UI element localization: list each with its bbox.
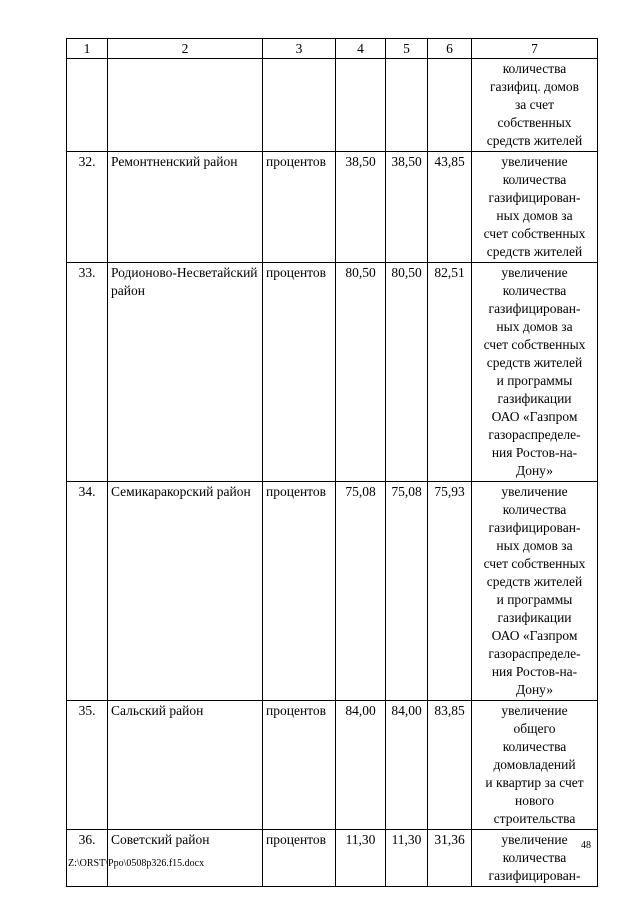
- unit-cell: процентов: [263, 152, 336, 263]
- note-line: общего: [513, 721, 556, 736]
- note-line: газификации: [497, 610, 572, 625]
- note-line: газифицирован-: [488, 520, 581, 535]
- header-cell: 7: [472, 39, 598, 59]
- note-line: ОАО «Газпром: [491, 409, 578, 424]
- note-line: за счет: [514, 97, 555, 112]
- num-cell: 34.: [67, 482, 108, 701]
- name-cell: Родионово-Несветайский район: [108, 263, 263, 482]
- header-cell: 2: [108, 39, 263, 59]
- note-line: увеличение: [501, 832, 568, 847]
- unit-cell: процентов: [263, 701, 336, 830]
- table-row-continued: [67, 59, 598, 152]
- note-line: газифицирован-: [488, 190, 581, 205]
- note-line: счет собственных: [483, 226, 586, 241]
- note-line: количества: [502, 283, 567, 298]
- note-line: домовладений: [493, 757, 576, 772]
- table-header-row: [67, 39, 598, 59]
- unit-cell: процентов: [263, 263, 336, 482]
- note-line: и программы: [496, 373, 573, 388]
- value-cell: 75,08: [386, 482, 428, 701]
- table-row: [67, 701, 598, 830]
- value-cell: 84,00: [336, 701, 386, 830]
- note-line: нового: [515, 793, 554, 808]
- value-cell: 31,36: [428, 830, 472, 887]
- note-line: увеличение: [501, 154, 568, 169]
- num-cell: 35.: [67, 701, 108, 830]
- value-cell: 75,08: [336, 482, 386, 701]
- note-cell: [472, 263, 598, 482]
- value-cell: 80,50: [386, 263, 428, 482]
- note-cell: [472, 701, 598, 830]
- unit-cell: процентов: [263, 830, 336, 887]
- note-line: увеличение: [501, 484, 568, 499]
- note-line: и программы: [496, 592, 573, 607]
- note-line: количества: [502, 850, 567, 865]
- note-line: собственных: [497, 115, 572, 130]
- value-cell: [428, 59, 472, 152]
- footer-file-path: Z:\ORST\Ppo\0508p326.f15.docx: [68, 858, 205, 869]
- note-line: ния Ростов-на-: [491, 664, 578, 679]
- note-line: газораспределе-: [488, 427, 581, 442]
- note-line: средств жителей: [486, 355, 583, 370]
- name-cell: Сальский район: [108, 701, 263, 830]
- note-line: количества: [502, 502, 567, 517]
- name-cell: Ремонтненский район: [108, 152, 263, 263]
- note-line: газифицирован-: [488, 301, 581, 316]
- note-line: и квартир за счет: [485, 775, 584, 790]
- num-cell: 36.: [67, 830, 108, 887]
- header-cell: 6: [428, 39, 472, 59]
- note-line: увеличение: [501, 265, 568, 280]
- note-line: количества: [502, 61, 567, 76]
- name-cell: Советский район: [108, 830, 263, 887]
- note-line: Дону»: [515, 463, 554, 478]
- value-cell: 38,50: [336, 152, 386, 263]
- note-line: средств жителей: [486, 244, 583, 259]
- note-line: средств жителей: [486, 133, 583, 148]
- note-line: ных домов за: [496, 319, 573, 334]
- value-cell: [336, 59, 386, 152]
- note-line: ных домов за: [496, 208, 573, 223]
- note-line: газифиц. домов: [489, 79, 580, 94]
- value-cell: 75,93: [428, 482, 472, 701]
- value-cell: 84,00: [386, 701, 428, 830]
- value-cell: 11,30: [386, 830, 428, 887]
- note-line: счет собственных: [483, 337, 586, 352]
- value-cell: 82,51: [428, 263, 472, 482]
- note-line: газифицирован-: [488, 868, 581, 883]
- table-row: [67, 263, 598, 482]
- note-line: ния Ростов-на-: [491, 445, 578, 460]
- note-cell: [472, 830, 598, 887]
- name-cell: Семикаракорский район: [108, 482, 263, 701]
- value-cell: 80,50: [336, 263, 386, 482]
- num-cell: 33.: [67, 263, 108, 482]
- header-cell: 5: [386, 39, 428, 59]
- page-number: 48: [581, 840, 591, 851]
- value-cell: 38,50: [386, 152, 428, 263]
- num-cell: [67, 59, 108, 152]
- table-row: [67, 152, 598, 263]
- note-line: газификации: [497, 391, 572, 406]
- value-cell: 11,30: [336, 830, 386, 887]
- note-line: ных домов за: [496, 538, 573, 553]
- table-row: [67, 482, 598, 701]
- header-cell: 4: [336, 39, 386, 59]
- note-line: средств жителей: [486, 574, 583, 589]
- note-line: строительства: [493, 811, 576, 826]
- note-line: Дону»: [515, 682, 554, 697]
- note-line: количества: [502, 739, 567, 754]
- note-cell: [472, 152, 598, 263]
- unit-cell: [263, 59, 336, 152]
- note-cell: [472, 59, 598, 152]
- header-cell: 3: [263, 39, 336, 59]
- note-line: количества: [502, 172, 567, 187]
- value-cell: [386, 59, 428, 152]
- header-cell: 1: [67, 39, 108, 59]
- note-cell: [472, 482, 598, 701]
- note-line: газораспределе-: [488, 646, 581, 661]
- note-line: увеличение: [501, 703, 568, 718]
- name-cell: [108, 59, 263, 152]
- num-cell: 32.: [67, 152, 108, 263]
- unit-cell: процентов: [263, 482, 336, 701]
- note-line: ОАО «Газпром: [491, 628, 578, 643]
- note-line: счет собственных: [483, 556, 586, 571]
- indicator-table: [66, 38, 598, 887]
- value-cell: 83,85: [428, 701, 472, 830]
- value-cell: 43,85: [428, 152, 472, 263]
